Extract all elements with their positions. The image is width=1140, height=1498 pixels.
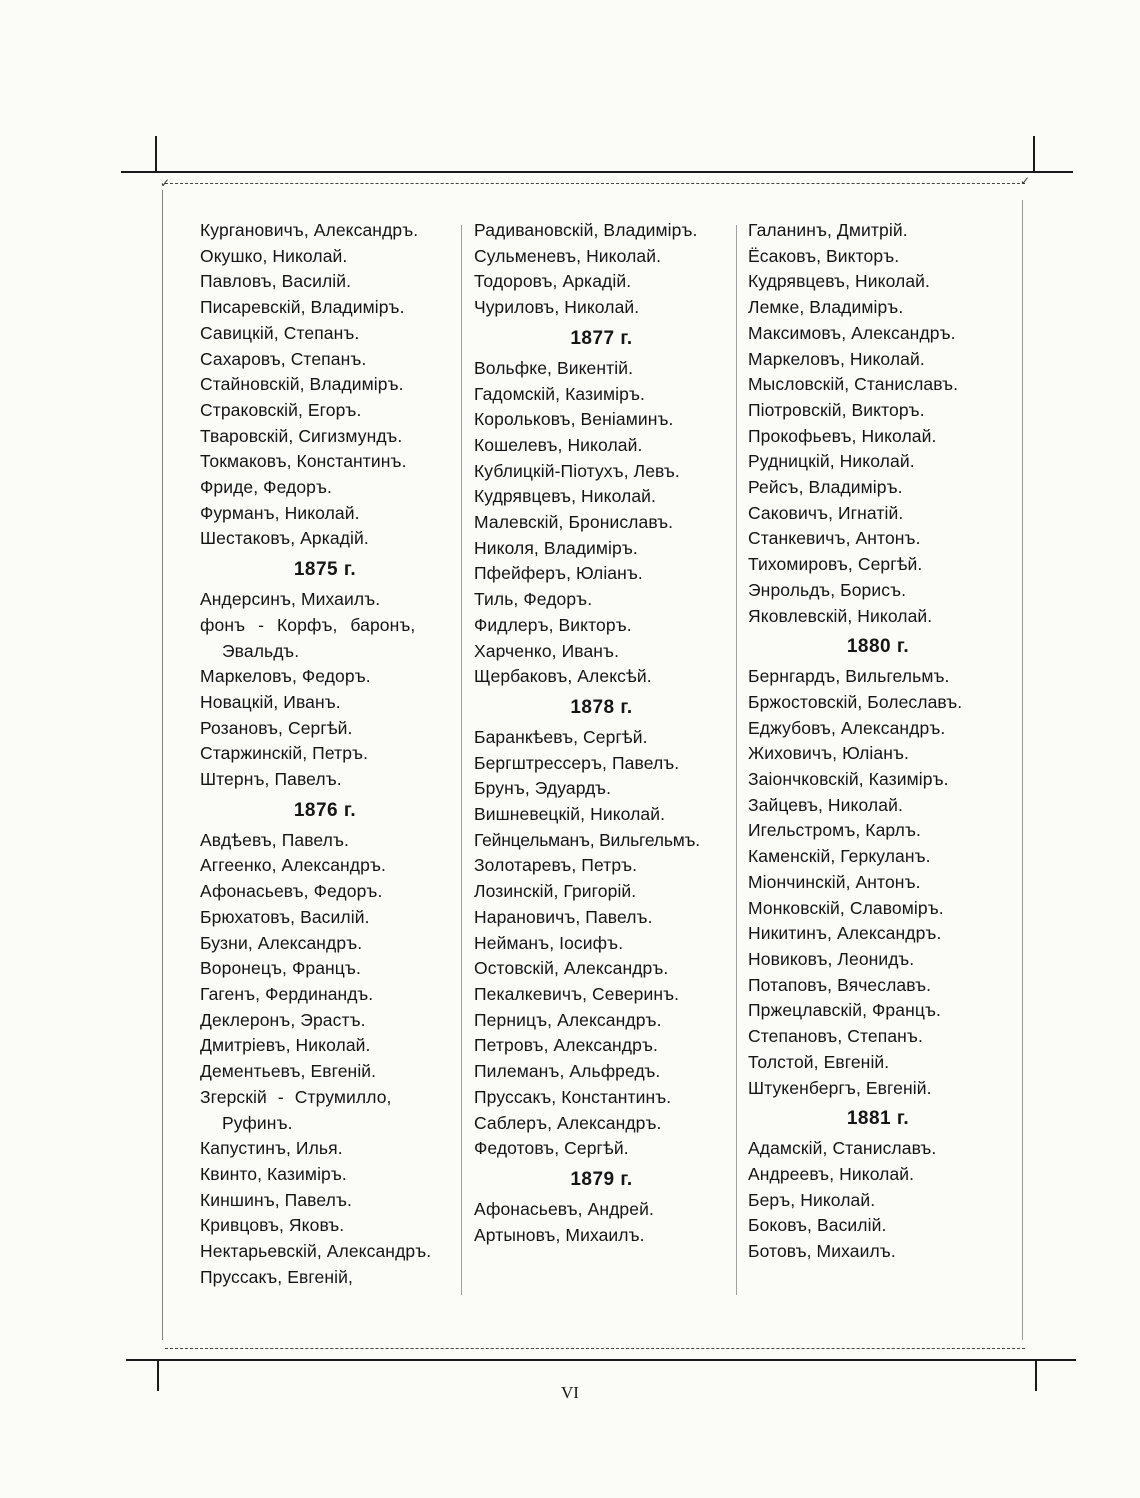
list-item: Розановъ, Сергѣй.	[200, 717, 353, 738]
list-item: Чуриловъ, Николай.	[474, 297, 640, 318]
corner-ornament-top-left: ✓	[160, 176, 171, 190]
list-item: Толстой, Евгеній.	[748, 1051, 890, 1072]
list-item: Гагенъ, Фердинандъ.	[200, 983, 374, 1004]
year-heading: 1875 г.	[293, 559, 357, 581]
list-item: Згерскій - Струмилло, Руфинъ.	[200, 1086, 392, 1133]
corner-ornament-top-right: ✓	[1020, 174, 1031, 188]
list-item: Кошелевъ, Николай.	[474, 434, 643, 455]
list-item: Маркеловъ, Николай.	[748, 348, 925, 369]
list-item: Никитинъ, Александръ.	[748, 923, 942, 944]
list-item: Дементьевъ, Евгеній.	[200, 1061, 377, 1082]
list-item: Харченко, Иванъ.	[474, 640, 620, 661]
list-item: Зайцевъ, Николай.	[748, 794, 903, 815]
list-item: Яковлевскій, Николай.	[748, 605, 933, 626]
list-item: Галанинъ, Дмитрій.	[748, 220, 908, 240]
list-item: Маркеловъ, Федоръ.	[200, 666, 371, 687]
list-item: Пилеманъ, Альфредъ.	[474, 1061, 661, 1082]
inner-right-rule	[1022, 200, 1023, 1340]
list-item: Токмаковъ, Константинъ.	[200, 451, 407, 472]
list-item: Пруссакъ, Константинъ.	[474, 1086, 672, 1107]
year-heading: 1877 г.	[570, 327, 633, 349]
list-item: Монковскій, Славоміръ.	[748, 897, 944, 918]
list-item: Перницъ, Александръ.	[474, 1009, 662, 1030]
list-item: Рудницкій, Николай.	[748, 451, 915, 472]
list-item: Вишневецкій, Николай.	[474, 804, 666, 825]
list-item: Пржецлавскій, Францъ.	[748, 1000, 941, 1021]
bottom-dashed-rule	[165, 1348, 1025, 1349]
list-item: Сульменевъ, Николай.	[474, 245, 662, 266]
list-item: Киншинъ, Павелъ.	[200, 1189, 352, 1210]
list-item: Тодоровъ, Аркадій.	[474, 271, 632, 292]
list-item: Новацкій, Иванъ.	[200, 691, 341, 712]
list-item: Радивановскій, Владиміръ.	[474, 220, 698, 240]
list-item: Тваровскій, Сигизмундъ.	[200, 425, 403, 446]
list-item: Малевскій, Брониславъ.	[474, 512, 674, 533]
list-item: Баранкѣевъ, Сергѣй.	[474, 726, 648, 747]
list-item: Ботовъ, Михаилъ.	[748, 1241, 896, 1262]
list-item: Заіончковскій, Казиміръ.	[748, 769, 949, 790]
list-item: Старжинскій, Петръ.	[200, 743, 369, 764]
list-item: Бернгардъ, Вильгельмъ.	[748, 666, 950, 687]
list-item: Гадомскій, Казиміръ.	[474, 383, 645, 404]
list-item: Саблеръ, Александръ.	[474, 1112, 662, 1133]
list-item: Лемке, Владиміръ.	[748, 297, 904, 318]
list-item: Павловъ, Василій.	[200, 271, 352, 292]
list-item: Фурманъ, Николай.	[200, 502, 360, 523]
list-item: Каменскій, Геркуланъ.	[748, 846, 931, 867]
list-item: Деклеронъ, Эрастъ.	[200, 1009, 366, 1030]
list-item: Лозинскій, Григорій.	[474, 881, 637, 902]
list-item: Бергштрессеръ, Павелъ.	[474, 752, 680, 773]
list-item: Жиховичъ, Юліанъ.	[748, 743, 909, 764]
column-1-entries	[200, 218, 450, 552]
list-item: Страковскій, Егоръ.	[200, 399, 362, 420]
inner-left-rule	[162, 190, 163, 1340]
list-item: Афонасьевъ, Андрей.	[474, 1198, 654, 1219]
list-item: Міончинскій, Антонъ.	[748, 871, 921, 892]
list-item: Игельстромъ, Карлъ.	[748, 820, 921, 841]
list-item: Шестаковъ, Аркадій.	[200, 528, 369, 549]
list-item: Нейманъ, Іосифъ.	[474, 932, 624, 953]
left-top-tick	[155, 136, 157, 172]
year-heading: 1881 г.	[846, 1108, 910, 1130]
list-item: Новиковъ, Леонидъ.	[748, 948, 915, 969]
list-item: Вольфке, Викентій.	[474, 357, 634, 378]
list-item: Стайновскій, Владиміръ.	[200, 374, 404, 395]
list-item: Артыновъ, Михаилъ.	[474, 1224, 645, 1245]
list-item: Энрольдъ, Борисъ.	[748, 579, 907, 600]
list-item: Капустинъ, Илья.	[200, 1138, 343, 1159]
list-item: фонъ - Корфъ, баронъ, Эвальдъ.	[200, 614, 416, 661]
bottom-rule	[126, 1359, 1076, 1361]
list-item: Гейнцельманъ, Вильгельмъ.	[474, 829, 700, 850]
list-item: Максимовъ, Александръ.	[748, 322, 956, 343]
list-item: Щербаковъ, Алексѣй.	[474, 666, 652, 687]
list-item: Писаревскій, Владиміръ.	[200, 297, 405, 318]
list-item: Рейсъ, Владиміръ.	[748, 477, 903, 498]
list-item: Корольковъ, Веніаминъ.	[474, 409, 674, 430]
list-item: Федотовъ, Сергѣй.	[474, 1138, 629, 1159]
list-item: Станкевичъ, Антонъ.	[748, 528, 921, 549]
page-number: VI	[561, 1383, 579, 1402]
list-item: Потаповъ, Вячеславъ.	[748, 974, 932, 995]
list-item: Дмитріевъ, Николай.	[200, 1035, 371, 1056]
list-item: Боковъ, Василій.	[748, 1215, 887, 1236]
list-item: Мысловскій, Станиславъ.	[748, 374, 959, 395]
list-item: Штернъ, Павелъ.	[200, 769, 342, 790]
list-item: Золотаревъ, Петръ.	[474, 855, 638, 876]
year-heading: 1876 г.	[293, 799, 357, 821]
list-item: Кудрявцевъ, Николай.	[474, 486, 657, 507]
list-item: Беръ, Николай.	[748, 1189, 876, 1210]
list-item: Афонасьевъ, Федоръ.	[200, 881, 383, 902]
list-item: Аггеенко, Александръ.	[200, 855, 386, 876]
list-item: Бузни, Александръ.	[200, 932, 363, 953]
list-item: Адамскій, Станиславъ.	[748, 1138, 937, 1159]
list-item: Фриде, Федоръ.	[200, 477, 333, 498]
column-1	[200, 218, 450, 1290]
list-item: Нарановичъ, Павелъ.	[474, 906, 653, 927]
list-item: Воронецъ, Францъ.	[200, 958, 361, 979]
column-2	[474, 218, 729, 1248]
list-item: Остовскій, Александръ.	[474, 958, 669, 979]
right-top-tick	[1033, 136, 1035, 172]
list-item: Кублицкій-Піотухъ, Левъ.	[474, 460, 680, 481]
column-separator-2	[736, 225, 737, 1295]
list-item: Пекалкевичъ, Северинъ.	[474, 983, 680, 1004]
list-item: Авдѣевъ, Павелъ.	[200, 829, 349, 850]
year-heading: 1879 г.	[570, 1168, 633, 1190]
list-item: Прокофьевъ, Николай.	[748, 425, 937, 446]
top-dashed-rule	[165, 183, 1025, 184]
list-item: Штукенбергъ, Евгеній.	[748, 1077, 932, 1098]
list-item: Савицкій, Степанъ.	[200, 322, 360, 343]
list-item: Еджубовъ, Александръ.	[748, 717, 946, 738]
list-item: Піотровскій, Викторъ.	[748, 399, 925, 420]
list-item: Кургановичъ, Александръ.	[200, 220, 419, 240]
list-item: Николя, Владиміръ.	[474, 537, 638, 558]
year-heading: 1880 г.	[846, 636, 910, 658]
list-item: Пфейферъ, Юліанъ.	[474, 563, 643, 584]
column-separator-1	[461, 225, 462, 1295]
list-item: Степановъ, Степанъ.	[748, 1026, 923, 1047]
list-item: Петровъ, Александръ.	[474, 1035, 658, 1056]
list-item: Кудрявцевъ, Николай.	[748, 271, 931, 292]
list-item: Пруссакъ, Евгеній,	[200, 1266, 353, 1287]
list-item: Фидлеръ, Викторъ.	[474, 614, 632, 635]
list-item: Тихомировъ, Сергѣй.	[748, 554, 923, 575]
year-heading: 1878 г.	[570, 696, 633, 718]
list-item: Брюхатовъ, Василій.	[200, 906, 370, 927]
list-item: Андерсинъ, Михаилъ.	[200, 589, 381, 610]
list-item: Ёсаковъ, Викторъ.	[748, 245, 900, 266]
top-rule	[121, 171, 1073, 173]
list-item: Бржостовскій, Болеславъ.	[748, 691, 963, 712]
list-item: Брунъ, Эдуардъ.	[474, 778, 612, 799]
list-item: Квинто, Казиміръ.	[200, 1163, 347, 1184]
list-item: Нектарьевскій, Александръ.	[200, 1241, 432, 1262]
list-item: Андреевъ, Николай.	[748, 1163, 915, 1184]
list-item: Окушко, Николай.	[200, 245, 348, 266]
list-item: Саковичъ, Игнатій.	[748, 502, 904, 523]
list-item: Кривцовъ, Яковъ.	[200, 1215, 345, 1236]
list-item: Сахаровъ, Степанъ.	[200, 348, 367, 369]
column-3	[748, 218, 1008, 1265]
list-item: Тиль, Федоръ.	[474, 589, 593, 610]
